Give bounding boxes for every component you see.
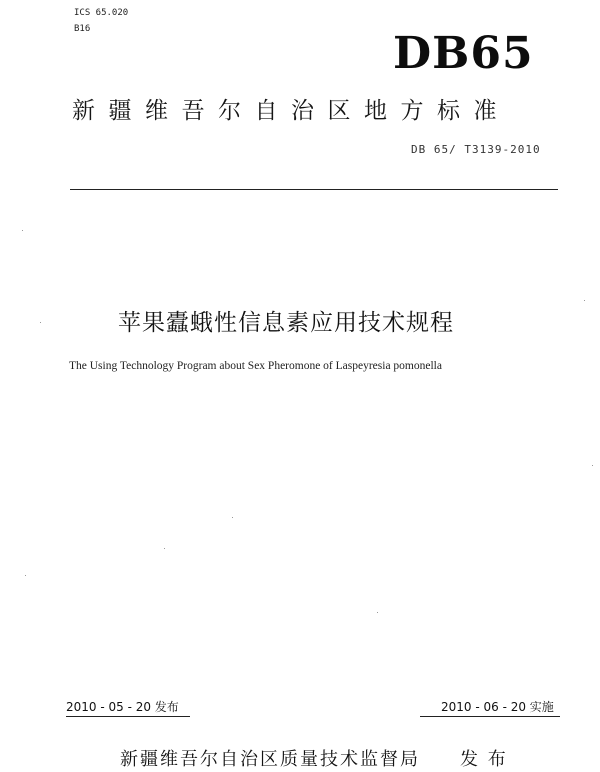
issuing-authority: 新疆维吾尔自治区质量技术监督局 发 布: [120, 749, 508, 770]
document-title-en: The Using Technology Program about Sex Pheromone of Laspeyresia pomonella: [69, 360, 442, 372]
header-rule: [70, 189, 558, 190]
document-title-cn: 苹果蠹蛾性信息素应用技术规程: [118, 310, 454, 336]
db65-logo: DB65: [393, 28, 534, 79]
scan-speck: [592, 465, 593, 466]
publish-date-underline: [66, 716, 190, 717]
scan-speck: [377, 612, 378, 613]
implement-date: 2010 - 06 - 20 实施: [441, 700, 554, 714]
ics-code: ICS 65.020: [74, 8, 129, 18]
scan-speck: [40, 322, 41, 323]
scan-speck: [232, 517, 233, 518]
scan-speck: [25, 575, 26, 576]
classification-code: B16: [74, 24, 91, 34]
standard-number: DB 65/ T3139-2010: [411, 143, 541, 156]
standard-title: 新疆维吾尔自治区地方标准: [72, 98, 510, 124]
implement-date-underline: [420, 716, 560, 717]
scan-speck: [22, 230, 23, 231]
scan-speck: [164, 548, 165, 549]
publish-date: 2010 - 05 - 20 发布: [66, 700, 179, 714]
scan-speck: [584, 300, 585, 301]
